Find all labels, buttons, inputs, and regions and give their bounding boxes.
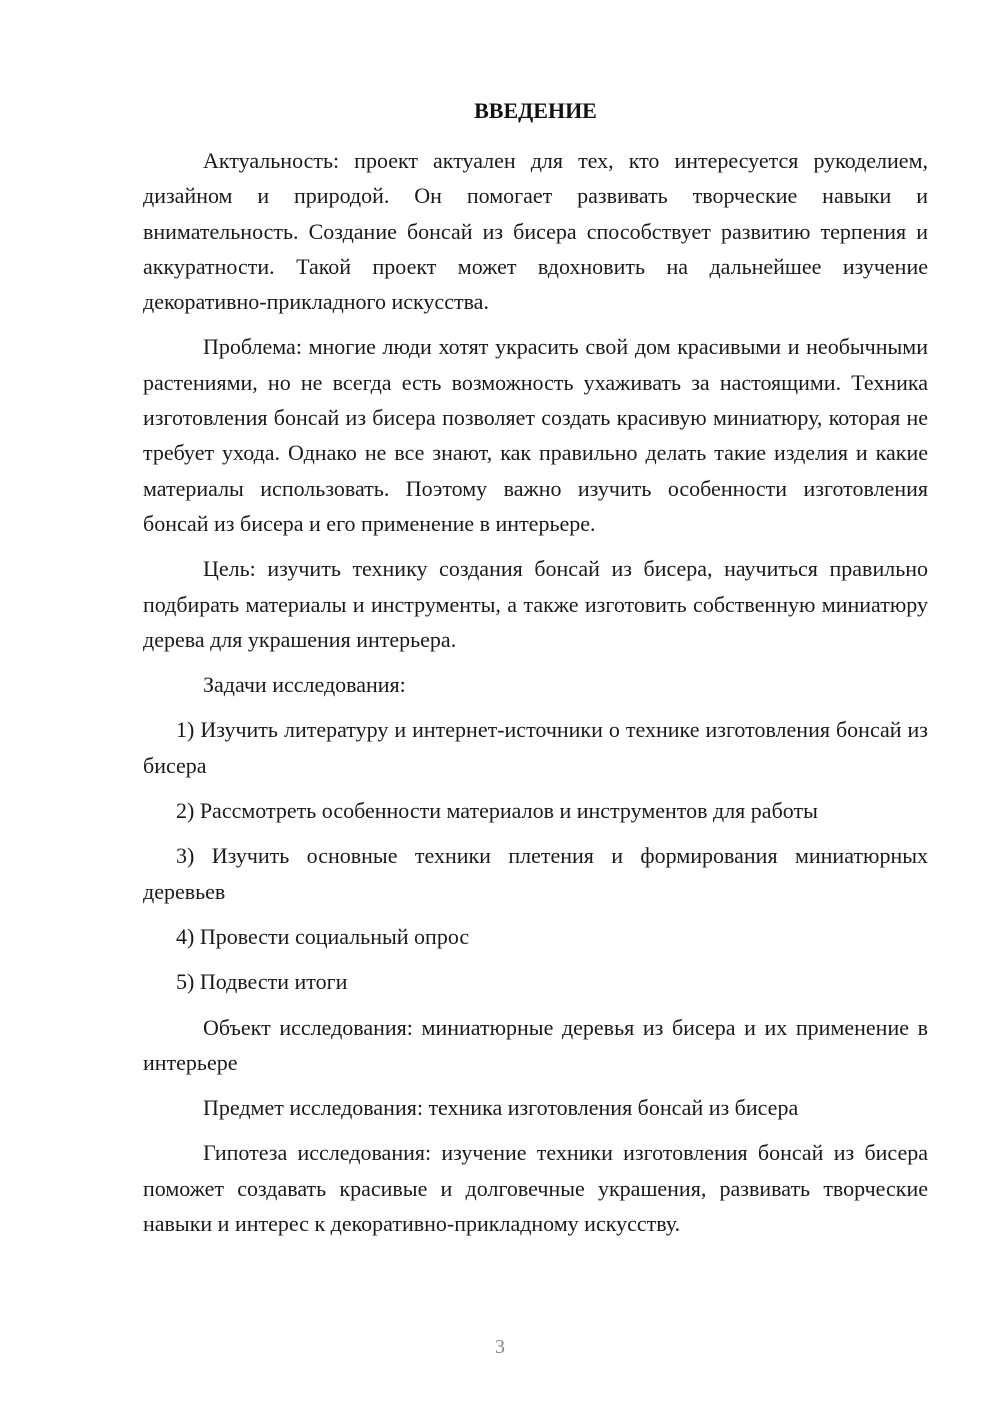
hypothesis-paragraph: Гипотеза исследования: изучение техники изготовления бонсай из бисера поможет создавать красивые и долговечные украшения, развивать творческие навыки и интерес к декоративно-прикладному искусству.: [143, 1140, 928, 1237]
relevance-paragraph: Актуальность: проект актуален для тех, кто интересуется рукоделием, дизайном и природой. Он помогает развивать творческие навыки и внимательность. Создание бонсай из бисера способствует развитию терпения и аккуратности. Такой проект может вдохновить на дальнейшее изучение декоративно-прикладного искусства.: [143, 148, 928, 315]
task-item-1: 1) Изучить литературу и интернет-источники о технике изготовления бонсай из бисера: [143, 717, 928, 778]
goal-paragraph: Цель: изучить технику создания бонсай из бисера, научиться правильно подбирать материалы и инструменты, а также изготовить собственную миниатюру дерева для украшения интерьера.: [143, 556, 928, 652]
page-title: ВВЕДЕНИЕ: [474, 98, 597, 123]
document-page: [143, 96, 928, 1241]
task-item-5: 5) Подвести итоги: [176, 969, 348, 995]
page-number: 3: [495, 1336, 505, 1358]
subject-paragraph: Предмет исследования: техника изготовления бонсай из бисера: [203, 1095, 799, 1121]
object-paragraph: Объект исследования: миниатюрные деревья из бисера и их применение в интерьере: [143, 1014, 928, 1075]
task-item-2: 2) Рассмотреть особенности материалов и инструментов для работы: [176, 798, 818, 824]
task-item-3: 3) Изучить основные техники плетения и формирования миниатюрных деревьев: [143, 843, 928, 904]
problem-paragraph: Проблема: многие люди хотят украсить свой дом красивыми и необычными растениями, но не всегда есть возможность ухаживать за настоящими. Техника изготовления бонсай из бисера позволяет создать красивую миниатюру, которая не требует ухода. Однако не все знают, как правильно делать такие изделия и какие материалы использовать. Поэтому важно изучить особенности изготовления бонсай из бисера и его применение в интерьере.: [143, 334, 928, 536]
tasks-heading: Задачи исследования:: [203, 672, 406, 698]
task-item-4: 4) Провести социальный опрос: [176, 923, 470, 949]
